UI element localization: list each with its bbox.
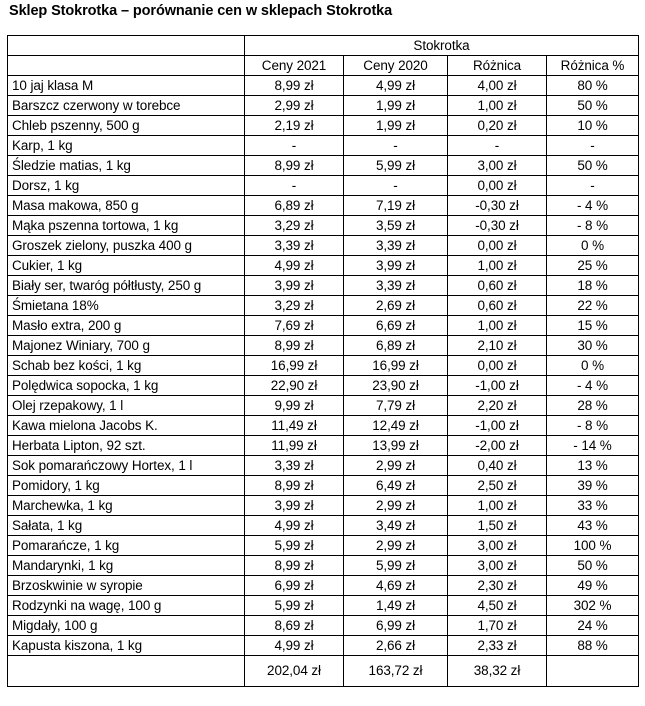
difference-pct-cell: 13 % xyxy=(547,456,639,476)
price-2021-cell: 8,99 zł xyxy=(245,476,344,496)
price-2021-cell: 3,99 zł xyxy=(245,496,344,516)
price-2020-cell: - xyxy=(344,136,448,156)
difference-cell: 4,00 zł xyxy=(448,76,547,96)
price-2021-cell: 22,90 zł xyxy=(245,376,344,396)
table-row xyxy=(8,536,639,556)
difference-cell: 1,00 zł xyxy=(448,96,547,116)
difference-cell: 1,70 zł xyxy=(448,616,547,636)
product-name-cell: Majonez Winiary, 700 g xyxy=(8,336,245,356)
totals-row xyxy=(8,656,639,687)
table-row xyxy=(8,496,639,516)
table-row xyxy=(8,116,639,136)
price-2020-cell: 3,99 zł xyxy=(344,256,448,276)
difference-pct-cell: - 8 % xyxy=(547,216,639,236)
product-name-cell: Dorsz, 1 kg xyxy=(8,176,245,196)
table-row xyxy=(8,76,639,96)
price-2021-cell: 8,69 zł xyxy=(245,616,344,636)
table-row xyxy=(8,416,639,436)
product-name-cell: Masa makowa, 850 g xyxy=(8,196,245,216)
product-name-cell: Schab bez kości, 1 kg xyxy=(8,356,245,376)
difference-cell: 4,50 zł xyxy=(448,596,547,616)
table-row xyxy=(8,516,639,536)
product-name-cell: Śledzie matias, 1 kg xyxy=(8,156,245,176)
price-2021-cell: - xyxy=(245,176,344,196)
price-2021-cell: 8,99 zł xyxy=(245,76,344,96)
table-row xyxy=(8,596,639,616)
price-2021-cell: 7,69 zł xyxy=(245,316,344,336)
table-row xyxy=(8,236,639,256)
price-2020-cell: 6,49 zł xyxy=(344,476,448,496)
price-2020-cell: 7,79 zł xyxy=(344,396,448,416)
price-2020-cell: 13,99 zł xyxy=(344,436,448,456)
price-2021-cell: 11,49 zł xyxy=(245,416,344,436)
product-name-cell: Pomarańcze, 1 kg xyxy=(8,536,245,556)
price-2020-cell: 1,99 zł xyxy=(344,96,448,116)
difference-cell: 3,00 zł xyxy=(448,156,547,176)
difference-pct-cell: 302 % xyxy=(547,596,639,616)
price-comparison-table xyxy=(7,35,639,687)
table-row xyxy=(8,136,639,156)
table-row xyxy=(8,436,639,456)
table-row xyxy=(8,296,639,316)
price-2020-cell: 3,39 zł xyxy=(344,236,448,256)
difference-pct-cell: 50 % xyxy=(547,156,639,176)
price-2020-cell: 5,99 zł xyxy=(344,156,448,176)
difference-pct-cell: 0 % xyxy=(547,356,639,376)
table-row xyxy=(8,96,639,116)
price-2020-cell: 6,69 zł xyxy=(344,316,448,336)
totals-empty-cell xyxy=(547,656,639,687)
difference-pct-cell: - 14 % xyxy=(547,436,639,456)
product-name-cell: Groszek zielony, puszka 400 g xyxy=(8,236,245,256)
difference-cell: 1,00 zł xyxy=(448,316,547,336)
price-2021-cell: 11,99 zł xyxy=(245,436,344,456)
difference-pct-cell: - xyxy=(547,176,639,196)
table-row xyxy=(8,256,639,276)
difference-pct-cell: 50 % xyxy=(547,96,639,116)
table-row xyxy=(8,556,639,576)
difference-pct-cell: 50 % xyxy=(547,556,639,576)
product-name-cell: Barszcz czerwony w torebce xyxy=(8,96,245,116)
price-2020-cell: 2,66 zł xyxy=(344,636,448,656)
total-2020-cell: 163,72 zł xyxy=(344,656,448,687)
table-row xyxy=(8,456,639,476)
price-2020-cell: 6,89 zł xyxy=(344,336,448,356)
difference-pct-cell: 18 % xyxy=(547,276,639,296)
price-2020-cell: 23,90 zł xyxy=(344,376,448,396)
totals-empty-cell xyxy=(8,656,245,687)
total-difference-cell: 38,32 zł xyxy=(448,656,547,687)
difference-pct-cell: 22 % xyxy=(547,296,639,316)
header-empty-cell xyxy=(8,36,245,56)
difference-pct-cell: - xyxy=(547,136,639,156)
table-row xyxy=(8,396,639,416)
difference-pct-cell: 33 % xyxy=(547,496,639,516)
header-group-stokrotka: Stokrotka xyxy=(245,36,639,56)
difference-cell: -0,30 zł xyxy=(448,196,547,216)
price-2021-cell: 4,99 zł xyxy=(245,516,344,536)
header-ceny-2020: Ceny 2020 xyxy=(344,56,448,76)
difference-cell: 2,33 zł xyxy=(448,636,547,656)
product-name-cell: Mąka pszenna tortowa, 1 kg xyxy=(8,216,245,236)
product-name-cell: Karp, 1 kg xyxy=(8,136,245,156)
difference-pct-cell: 49 % xyxy=(547,576,639,596)
product-name-cell: Chleb pszenny, 500 g xyxy=(8,116,245,136)
difference-pct-cell: 80 % xyxy=(547,76,639,96)
difference-pct-cell: 43 % xyxy=(547,516,639,536)
price-2021-cell: 3,29 zł xyxy=(245,216,344,236)
product-name-cell: Rodzynki na wagę, 100 g xyxy=(8,596,245,616)
price-2020-cell: 1,99 zł xyxy=(344,116,448,136)
table-row xyxy=(8,156,639,176)
price-2021-cell: 2,99 zł xyxy=(245,96,344,116)
header-ceny-2021: Ceny 2021 xyxy=(245,56,344,76)
difference-cell: 0,00 zł xyxy=(448,356,547,376)
difference-cell: 2,20 zł xyxy=(448,396,547,416)
product-name-cell: Sok pomarańczowy Hortex, 1 l xyxy=(8,456,245,476)
product-name-cell: Olej rzepakowy, 1 l xyxy=(8,396,245,416)
difference-cell: 0,40 zł xyxy=(448,456,547,476)
table-row xyxy=(8,476,639,496)
price-2020-cell: 2,69 zł xyxy=(344,296,448,316)
price-2021-cell: 2,19 zł xyxy=(245,116,344,136)
product-name-cell: Śmietana 18% xyxy=(8,296,245,316)
product-name-cell: Brzoskwinie w syropie xyxy=(8,576,245,596)
difference-cell: -1,00 zł xyxy=(448,416,547,436)
table-row xyxy=(8,336,639,356)
price-2020-cell: 5,99 zł xyxy=(344,556,448,576)
product-name-cell: Masło extra, 200 g xyxy=(8,316,245,336)
product-name-cell: Migdały, 100 g xyxy=(8,616,245,636)
difference-cell: 0,00 zł xyxy=(448,236,547,256)
difference-cell: -1,00 zł xyxy=(448,376,547,396)
price-2021-cell: 3,99 zł xyxy=(245,276,344,296)
difference-pct-cell: 100 % xyxy=(547,536,639,556)
difference-cell: 0,20 zł xyxy=(448,116,547,136)
difference-cell: -0,30 zł xyxy=(448,216,547,236)
price-2021-cell: 16,99 zł xyxy=(245,356,344,376)
difference-pct-cell: 0 % xyxy=(547,236,639,256)
table-row xyxy=(8,616,639,636)
table-row xyxy=(8,196,639,216)
difference-cell: -2,00 zł xyxy=(448,436,547,456)
difference-cell: 3,00 zł xyxy=(448,556,547,576)
price-2020-cell: 16,99 zł xyxy=(344,356,448,376)
price-2021-cell: 8,99 zł xyxy=(245,336,344,356)
price-2021-cell: 4,99 zł xyxy=(245,636,344,656)
price-2021-cell: 4,99 zł xyxy=(245,256,344,276)
price-2020-cell: 1,49 zł xyxy=(344,596,448,616)
price-2020-cell: 2,99 zł xyxy=(344,536,448,556)
price-2020-cell: 3,59 zł xyxy=(344,216,448,236)
price-2021-cell: 6,89 zł xyxy=(245,196,344,216)
price-2021-cell: 5,99 zł xyxy=(245,536,344,556)
difference-cell: 3,00 zł xyxy=(448,536,547,556)
difference-cell: 1,50 zł xyxy=(448,516,547,536)
table-row xyxy=(8,276,639,296)
table-row xyxy=(8,176,639,196)
product-name-cell: Kawa mielona Jacobs K. xyxy=(8,416,245,436)
difference-pct-cell: 88 % xyxy=(547,636,639,656)
total-2021-cell: 202,04 zł xyxy=(245,656,344,687)
table-row xyxy=(8,376,639,396)
header-roznica-pct: Różnica % xyxy=(547,56,639,76)
header-columns-row xyxy=(8,56,639,76)
price-2020-cell: 3,39 zł xyxy=(344,276,448,296)
difference-pct-cell: 25 % xyxy=(547,256,639,276)
difference-pct-cell: 30 % xyxy=(547,336,639,356)
product-name-cell: Cukier, 1 kg xyxy=(8,256,245,276)
price-2021-cell: 3,39 zł xyxy=(245,236,344,256)
difference-cell: 1,00 zł xyxy=(448,256,547,276)
difference-pct-cell: - 8 % xyxy=(547,416,639,436)
table-row xyxy=(8,636,639,656)
difference-pct-cell: - 4 % xyxy=(547,376,639,396)
price-2021-cell: 8,99 zł xyxy=(245,156,344,176)
price-2021-cell: 8,99 zł xyxy=(245,556,344,576)
difference-cell: 2,10 zł xyxy=(448,336,547,356)
price-2020-cell: 4,69 zł xyxy=(344,576,448,596)
price-2020-cell: - xyxy=(344,176,448,196)
price-2020-cell: 6,99 zł xyxy=(344,616,448,636)
difference-pct-cell: 10 % xyxy=(547,116,639,136)
price-2020-cell: 12,49 zł xyxy=(344,416,448,436)
difference-pct-cell: 28 % xyxy=(547,396,639,416)
product-name-cell: 10 jaj klasa M xyxy=(8,76,245,96)
difference-cell: 2,30 zł xyxy=(448,576,547,596)
price-2020-cell: 2,99 zł xyxy=(344,456,448,476)
difference-cell: 0,00 zł xyxy=(448,176,547,196)
difference-cell: 0,60 zł xyxy=(448,296,547,316)
product-name-cell: Polędwica sopocka, 1 kg xyxy=(8,376,245,396)
header-roznica: Różnica xyxy=(448,56,547,76)
table-row xyxy=(8,356,639,376)
product-name-cell: Sałata, 1 kg xyxy=(8,516,245,536)
price-2020-cell: 2,99 zł xyxy=(344,496,448,516)
table-row xyxy=(8,316,639,336)
product-name-cell: Biały ser, twaróg półtłusty, 250 g xyxy=(8,276,245,296)
difference-pct-cell: 15 % xyxy=(547,316,639,336)
difference-cell: 1,00 zł xyxy=(448,496,547,516)
difference-pct-cell: 24 % xyxy=(547,616,639,636)
difference-pct-cell: - 4 % xyxy=(547,196,639,216)
table-row xyxy=(8,576,639,596)
price-2020-cell: 3,49 zł xyxy=(344,516,448,536)
price-2021-cell: 3,39 zł xyxy=(245,456,344,476)
price-2020-cell: 7,19 zł xyxy=(344,196,448,216)
price-2020-cell: 4,99 zł xyxy=(344,76,448,96)
document-title: Sklep Stokrotka – porównanie cen w sklepach Stokrotka xyxy=(9,3,393,19)
difference-cell: 0,60 zł xyxy=(448,276,547,296)
price-2021-cell: 3,29 zł xyxy=(245,296,344,316)
price-2021-cell: 9,99 zł xyxy=(245,396,344,416)
header-group-row xyxy=(8,36,639,56)
price-2021-cell: - xyxy=(245,136,344,156)
table-row xyxy=(8,216,639,236)
product-name-cell: Mandarynki, 1 kg xyxy=(8,556,245,576)
difference-cell: - xyxy=(448,136,547,156)
product-name-cell: Marchewka, 1 kg xyxy=(8,496,245,516)
difference-cell: 2,50 zł xyxy=(448,476,547,496)
header-empty-cell xyxy=(8,56,245,76)
price-2021-cell: 5,99 zł xyxy=(245,596,344,616)
price-2021-cell: 6,99 zł xyxy=(245,576,344,596)
difference-pct-cell: 39 % xyxy=(547,476,639,496)
product-name-cell: Kapusta kiszona, 1 kg xyxy=(8,636,245,656)
product-name-cell: Pomidory, 1 kg xyxy=(8,476,245,496)
product-name-cell: Herbata Lipton, 92 szt. xyxy=(8,436,245,456)
